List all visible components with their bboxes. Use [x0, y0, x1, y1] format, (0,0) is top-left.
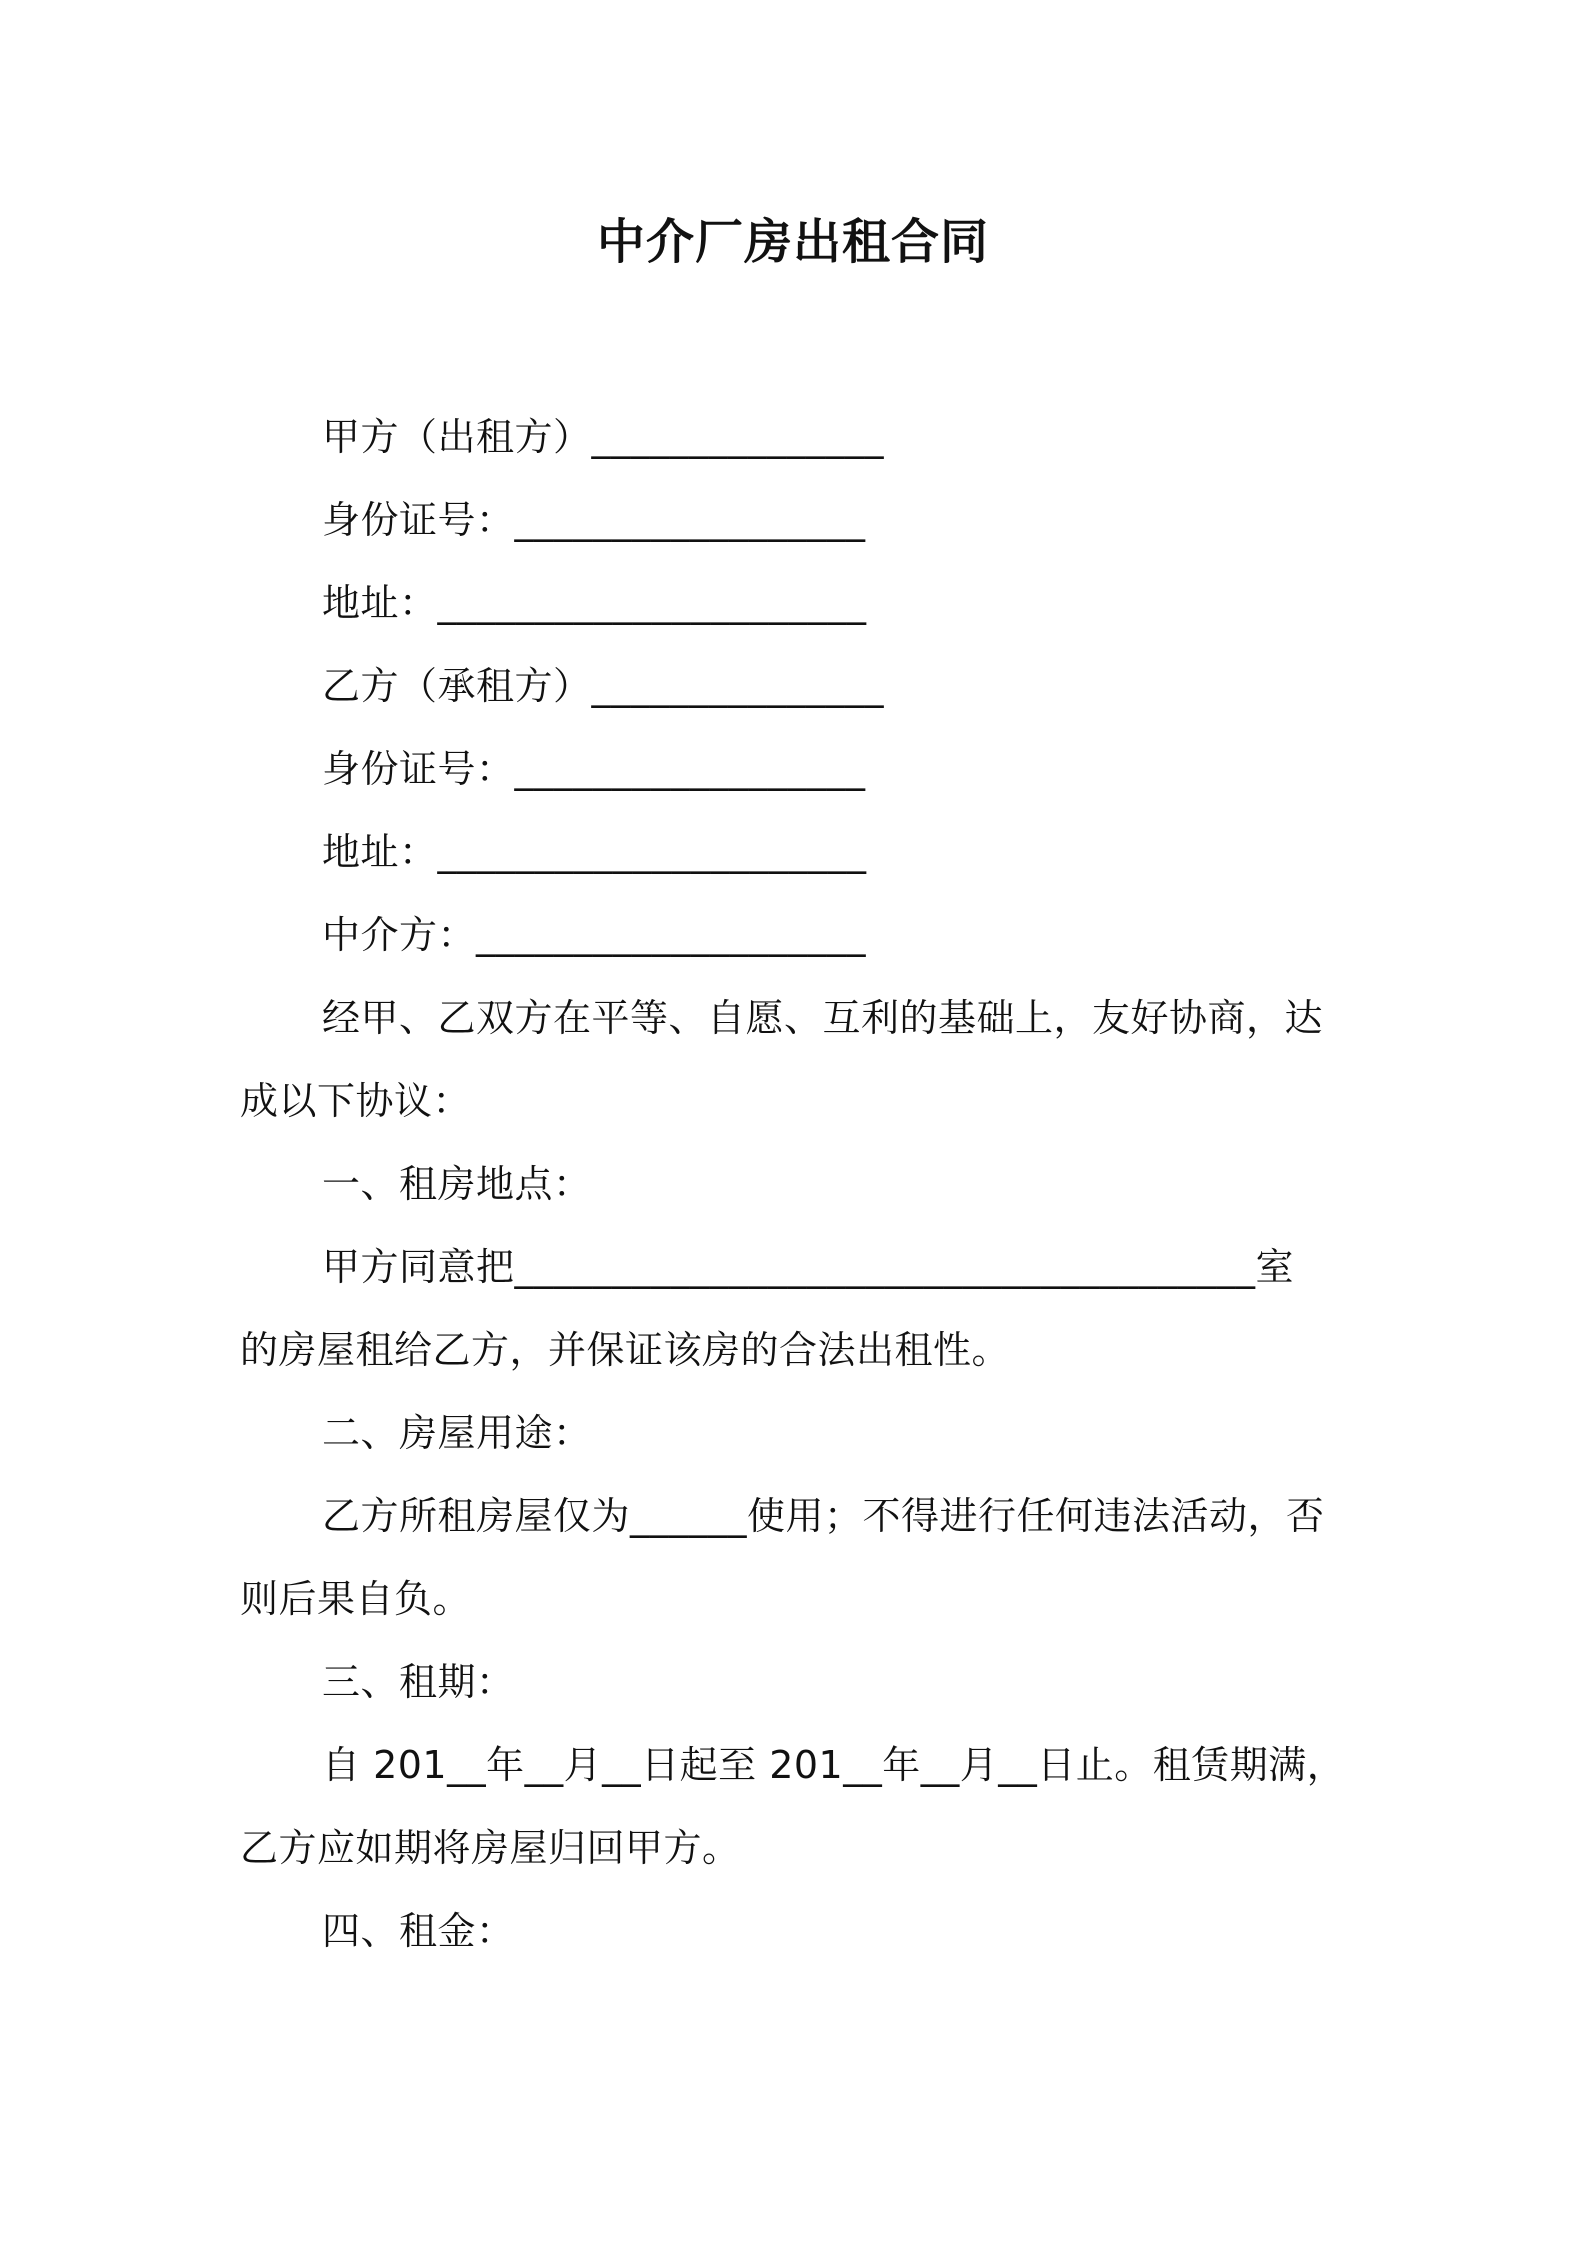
party-b-line: 乙方（承租方）_______________: [322, 664, 885, 708]
section-2-heading: 二、房屋用途：: [322, 1411, 592, 1455]
preamble-line-2: 成以下协议：: [240, 1079, 472, 1123]
party-a-id-line: 身份证号：__________________: [322, 498, 866, 542]
section-1-heading: 一、租房地点：: [322, 1162, 592, 1206]
section-3-line-2: 乙方应如期将房屋归回甲方。: [240, 1826, 741, 1870]
party-b-address-line: 地址：______________________: [322, 830, 867, 874]
document-title: 中介厂房出租合同: [596, 214, 989, 270]
section-4-heading: 四、租金：: [322, 1909, 515, 1953]
section-3-line-1: 自 201__年__月__日起至 201__年__月__日止。租赁期满，: [322, 1743, 1346, 1787]
party-a-address-line: 地址：______________________: [322, 581, 867, 625]
section-2-line-1: 乙方所租房屋仅为______使用；不得进行任何违法活动，否: [322, 1494, 1325, 1538]
section-3-heading: 三、租期：: [322, 1660, 515, 1704]
section-1-line-2: 的房屋租给乙方，并保证该房的合法出租性。: [240, 1328, 1011, 1372]
party-a-line: 甲方（出租方）_______________: [322, 415, 885, 459]
agency-line: 中介方：____________________: [322, 913, 867, 957]
party-b-id-line: 身份证号：__________________: [322, 747, 866, 791]
section-2-line-2: 则后果自负。: [240, 1577, 472, 1621]
section-1-line-1: 甲方同意把______________________________________室: [322, 1245, 1295, 1289]
preamble-line-1: 经甲、乙双方在平等、自愿、互利的基础上，友好协商，达: [322, 996, 1324, 1040]
